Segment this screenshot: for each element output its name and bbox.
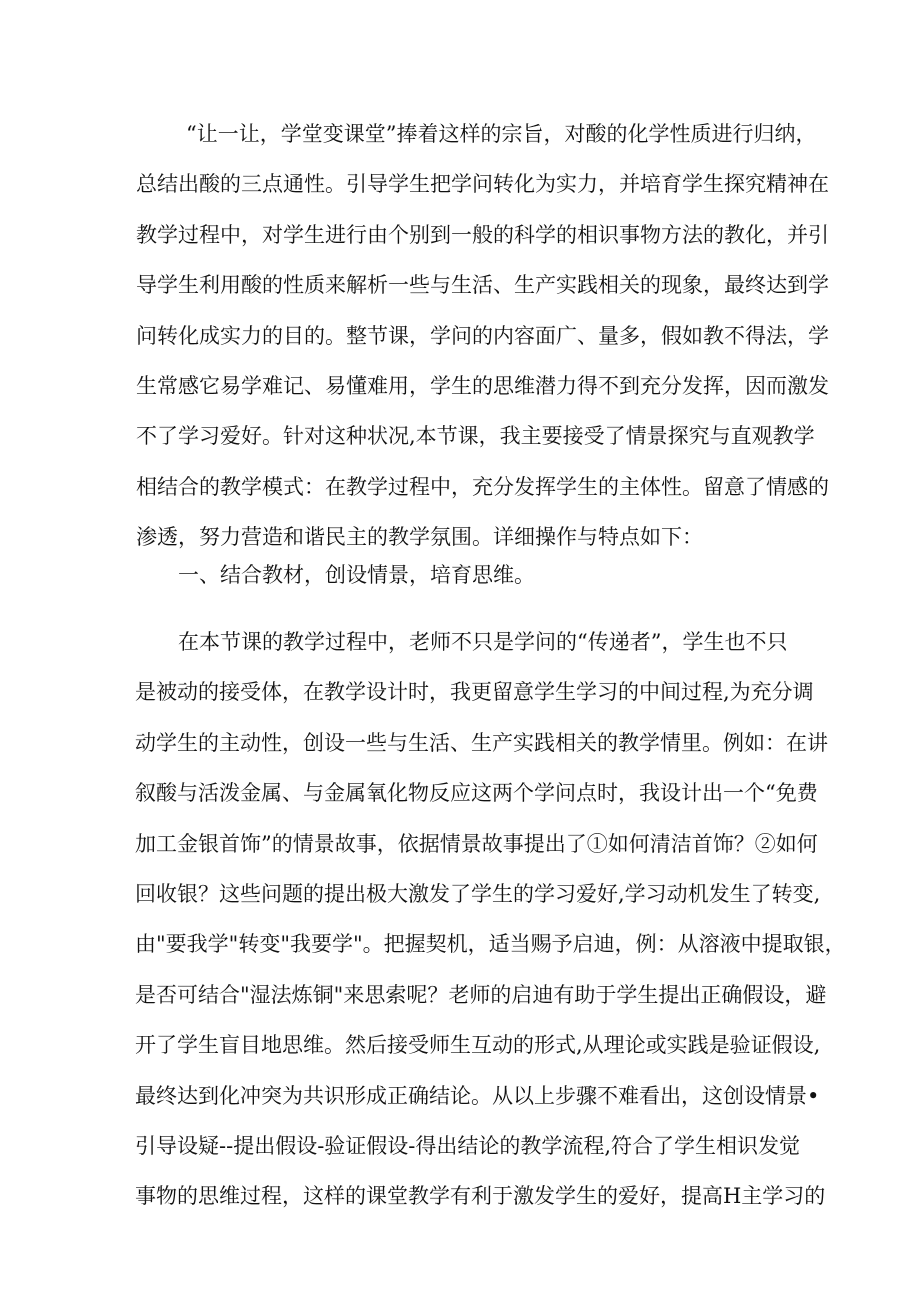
paragraph-line: 相结合的教学模式：在教学过程中，充分发挥学生的主体性。留意了情感的 xyxy=(136,474,829,499)
section-heading: 一、结合教材，创设情景，培育思维。 xyxy=(178,563,535,587)
paragraph-line: 回收银？这些问题的提出极大激发了学生的学习爱好,学习动机发生了转变, xyxy=(135,882,821,906)
paragraph-line: 动学生的主动性，创设一些与生活、生产实践相关的教学情里。例如：在讲 xyxy=(135,730,828,755)
paragraph-line: 引导设疑--提出假设-验证假设-得出结论的教学流程,符合了学生相识发觉 xyxy=(135,1134,801,1158)
paragraph-line: 开了学生盲目地思维。然后接受师生互动的形式,从理论或实践是验证假设, xyxy=(135,1033,821,1058)
paragraph-line: 总结出酸的三点通性。引导学生把学问转化为实力，并培育学生探究精神在 xyxy=(136,172,829,197)
paragraph-line: 加工金银首饰”的情景故事，依据情景故事提出了①如何清洁首饰？②如何 xyxy=(135,831,818,856)
paragraph-line: 问转化成实力的目的。整节课，学问的内容面广、量多，假如教不得法，学 xyxy=(136,323,829,348)
paragraph-line: 生常感它易学难记、易懂难用，学生的思维潜力得不到充分发挥，因而激发 xyxy=(136,374,829,398)
paragraph-line: 渗透，努力营造和谐民主的教学氛围。详细操作与特点如下： xyxy=(136,525,703,550)
paragraph-line: 在本节课的教学过程中，老师不只是学问的“传递者”，学生也不只 xyxy=(178,630,788,654)
paragraph-line: 不了学习爱好。针对这种状况,本节课，我主要接受了情景探究与直观教学 xyxy=(136,424,815,449)
paragraph-line: 是否可结合"湿法炼铜"来思索呢？老师的启迪有助于学生提出正确假设，避 xyxy=(135,982,827,1007)
paragraph-line: “让一让，学堂变课堂”捧着这样的宗旨，对酸的化学性质进行归纳， xyxy=(186,122,817,146)
paragraph-line: 教学过程中，对学生进行由个别到一般的科学的相识事物方法的教化，并引 xyxy=(136,222,829,247)
paragraph-line: 事物的思维过程，这样的课堂教学有利于激发学生的爱好，提高H主学习的 xyxy=(135,1184,826,1209)
paragraph-line: 最终达到化冲突为共识形成正确结论。从以上步骤不难看出，这创设情景• xyxy=(135,1083,820,1108)
paragraph-line: 是被动的接受体，在教学设计时，我更留意学生学习的中间过程,为充分调 xyxy=(135,680,814,705)
paragraph-line: 由"要我学"转变"我要学"。把握契机，适当赐予启迪，例：从溶液中提取银， xyxy=(135,932,846,957)
paragraph-line: 叙酸与活泼金属、与金属氧化物反应这两个学问点时，我设计出一个“免费 xyxy=(135,781,818,806)
paragraph-line: 导学生利用酸的性质来解析一些与生活、生产实践相关的现象，最终达到学 xyxy=(136,273,829,298)
